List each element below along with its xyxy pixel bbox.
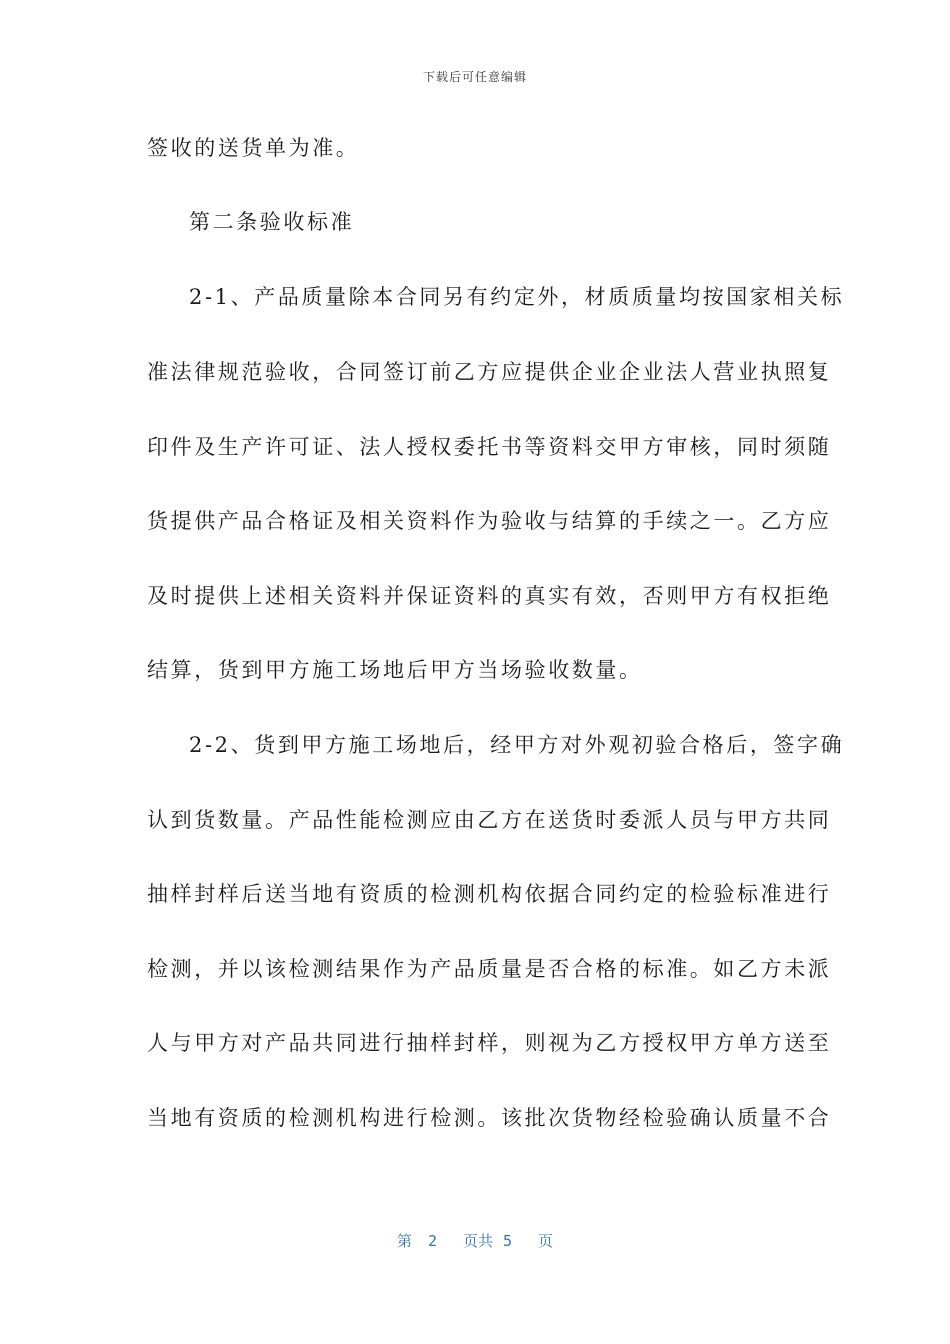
footer-current-page: 2 (427, 1232, 437, 1250)
body-line-1: 签收的送货单为准。 (147, 136, 360, 160)
page-footer (0, 1230, 950, 1251)
footer-middle: 页共 (462, 1232, 493, 1250)
footer-total-pages: 5 (503, 1232, 513, 1250)
clause-2-1-line-4: 货提供产品合格证及相关资料作为验收与结算的手续之一。乙方应 (147, 509, 832, 533)
clause-2-1-line-3: 印件及生产许可证、法人授权委托书等资料交甲方审核，同时须随 (147, 435, 832, 459)
clause-2-2-line-2: 认到货数量。产品性能检测应由乙方在送货时委派人员与甲方共同 (147, 808, 832, 832)
section-heading: 第二条验收标准 (189, 210, 355, 234)
clause-2-2-line-6: 当地有资质的检测机构进行检测。该批次货物经检验确认质量不合 (147, 1106, 832, 1130)
footer-suffix: 页 (538, 1232, 554, 1250)
clause-2-2-line-5: 人与甲方对产品共同进行抽样封样，则视为乙方授权甲方单方送至 (147, 1031, 832, 1055)
clause-2-2-line-1: 2-2、货到甲方施工场地后，经甲方对外观初验合格后，签字确 (189, 733, 845, 757)
clause-2-1-line-6: 结算，货到甲方施工场地后甲方当场验收数量。 (147, 658, 643, 682)
clause-2-1-line-1: 2-1、产品质量除本合同另有约定外，材质质量均按国家相关标 (189, 285, 845, 309)
header-note: 下载后可任意编辑 (422, 70, 527, 84)
footer-prefix: 第 (396, 1232, 412, 1250)
clause-2-2-line-4: 检测，并以该检测结果作为产品质量是否合格的标准。如乙方未派 (147, 957, 832, 981)
clause-2-1-line-2: 准法律规范验收，合同签订前乙方应提供企业企业法人营业执照复 (147, 360, 832, 384)
clause-2-1-line-5: 及时提供上述相关资料并保证资料的真实有效，否则甲方有权拒绝 (147, 584, 832, 608)
clause-2-2-line-3: 抽样封样后送当地有资质的检测机构依据合同约定的检验标准进行 (147, 882, 832, 906)
